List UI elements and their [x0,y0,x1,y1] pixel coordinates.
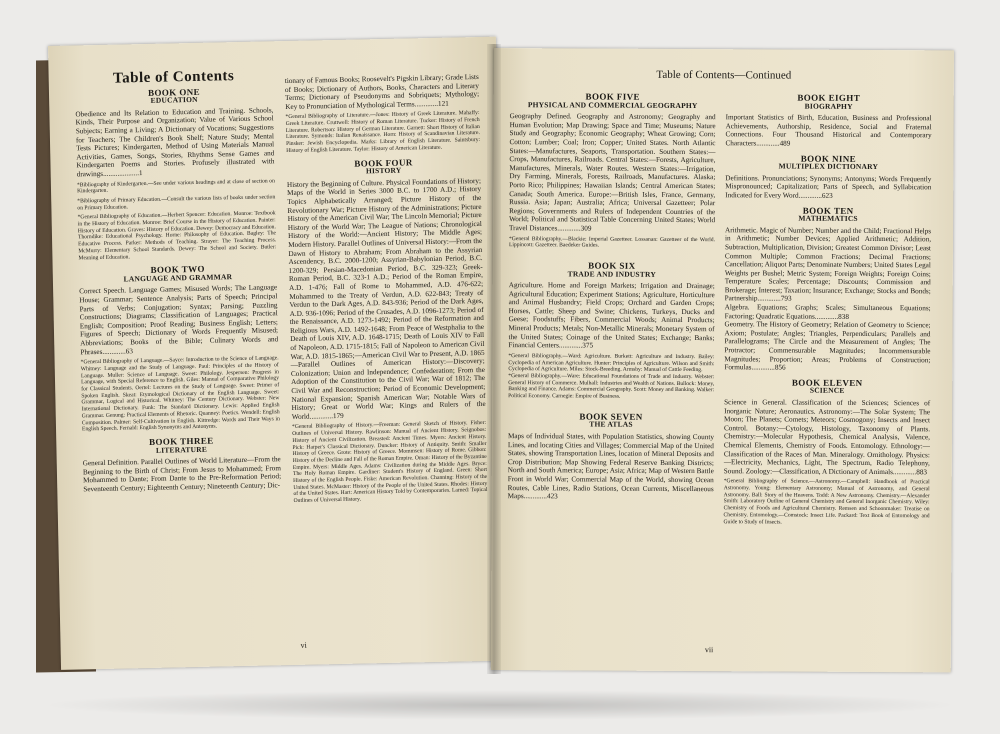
bibliography-note: *Bibliography of Primary Education.—Consult the various lists of books under section on Primary Education. [77,194,276,212]
book-heading: BOOK SIX [588,260,636,271]
book-heading: BOOK ELEVEN [791,377,863,388]
book-contents: General Definition. Parallel Outlines of World Literature—From the Beginning to the Birth of Christ; From Jesus to Mohammed; From Mohammed to Dante; From Dante to the Pre-Reformation Period; Seventeenth Century; Eighteenth Century; Nineteenth Century; Dic- [82,455,282,494]
book-contents-continued: tionary of Famous Books; Roosevelt's Pigskin Library; Grade Lists of Books; Dictionary of Authors, Books, Characters and Literary Terms; Dictionary of Pseudonyms and Sobriquets; Mythology; Key to Pronunciation of Mythological Terms.............121 [284,72,480,111]
book-seven-section [508,412,714,502]
book-heading: BOOK TWO [150,264,205,276]
book-eight-section [725,93,931,149]
book-subject: EDUCATION [150,95,198,106]
book-nine-section [725,154,931,201]
book-subject: LITERATURE [155,444,208,455]
book-one-section [75,86,277,262]
left-column-1 [75,68,282,497]
left-page [48,37,509,670]
book-contents: History the Beginning of Culture. Physical Foundations of History; Maps of the World in Series 3000 B.C. to 1700 A.D.; History Topics Alphabetically Arranged; Picture History of the Revolutionary War; Picture History of the Administrations; Picture History of the American Civil War; The Lincoln Memorial; Picture History of the World War; The League of Nations; Chronological History of the World:—Ancient History; The Middle Ages; Modern History. Parallel Outlines of Universal History:—From the Dawn of History to Abraham; From Abraham to the Assyrian Ascendency, B.C. 2000-1200; Assyrian-Babylonian Period, B.C. 1200-329; Persian-Macedonian Period, B.C. 329-323; Greek-Roman Period, B.C. 323-1 A.D.; Period of the Roman Empire, A.D. 1-476; Fall of Rome to Mohammed, A.D. 476-622; Mohammed to the Treaty of Verdun, A.D. 622-843; Treaty of Verdun to the Dark Ages, A.D. 843-936; Period of the Dark Ages, A.D. 936-1096; Period of the Crusades, A.D. 1096-1273; Period of the Renaissance, A.D. 1273-1492; Period of the Reformation and Religious Wars, A.D. 1492-1648; From Peace of Westphalia to the Death of Louis XIV, A.D. 1648-1715; Death of Louis XIV to Fall of Napoleon, A.D. 1715-1815; Fall of Napoleon to American Civil War, A.D. 1815-1865;—American Civil War to Present, A.D. 1865—Parallel Outlines of American History:—Discovery; Colonization; Union and Independence; Confederation; From the Adoption of the Constitution to the Civil War; War of 1812; The Civil War and Reconstruction; Period of Economic Development; National Expansion; Spanish American War; Notable Wars of History; Great or World War; Kings and Rulers of the World.............179 [286,176,486,421]
book-contents: Arithmetic. Magic of Number; Number and the Child; Fractional Helps in Arithmetic; Number Devices; Applied Arithmetic; Addition, Subtraction, Multiplication, Division; Greatest Common Divisor; Least Common Multiple; Common Fractions; Decimal Fractions; Cancellation; Aliquot Parts; Denominate Numbers; United States Legal Weights per Bushel; Metric System; Foreign Weights; Foreign Coins; Temperature Scales; Percentage; Discounts; Commission and Brokerage; Interest; Taxation; Insurance; Exchange; Stocks and Bonds; Partnership.............793 Algebra. Equations; Graphs; Scales; Simultaneous Equations; Factoring; Quadratic Equations.............838 Geometry. The History of Geometry; Relation of Geometry to Science; Axiom; Postulate; Angles; Triangles, Perpendiculars; Parallels and Parallelograms; The Circle and the Measurement of Angles; The Protractor; Commensurable Magnitudes; Incommensurable Magnitudes; Proportion; Areas; Problems of Construction; Formulas.............856 [724,225,932,372]
book-contents: Correct Speech. Language Games; Misused Words; The Language House; Grammar; Sentence Analysis; Parts of Speech; Principal Parts of Verbs; Conjugation; Syntax; Parsing; Puzzling Constructions; Diagrams; Classification of Languages; Practical English; Composition; Proof Reading; Business English; Letters; Figures of Speech; Dictionary of Words Frequently Misused; Abbreviations; Books of the Bible; Culinary Words and Phrases.............63 [79,283,279,356]
book-gutter [487,44,501,674]
book-heading: BOOK SEVEN [579,411,643,422]
book-contents: Obedience and Its Relation to Education and Training. Schools, Kinds, Their Purpose and Organization; Value of Various School Subjects; Earning a Living; A Dictionary of Vocations; Suggestions for Teachers; The Children's Book Shelf; Nature Study; Mental Tests Pictures; Kindergarten, Method of Using Materials Manual Activities, Games, Songs, Stories, Rhythms Sense Games and Kindergarten Poems and Stories. Profusely illustrated with drawings....................1 [75,106,275,179]
book-contents: Important Statistics of Birth, Education, Business and Professional Achievements, Authorship, Residence, Social and Fraternal Connections. Four Thousand Historical and Contemporary Characters.............489 [725,113,932,148]
page-title: Table of Contents—Continued [656,68,792,82]
book-heading: BOOK FIVE [585,91,640,102]
book-three-section [82,435,281,494]
bibliography-note: *General Bibliography of History.—Freeman: General Sketch of History. Fisher: Outlines of Universal History. Rawlinson: Manual of Ancient History. Seignobos: History of Ancient Civilization. Breasted: Ancient Times. Myers: Ancient History. Pick: Harper's Classical Dictionary. Duncker: History of Antiquity. Smith: Smaller History of Greece. Grote: History of Greece. Mommsen: History of Rome. Gibbon: History of the Decline and Fall of the Roman Empire. Oman: History of the Byzantine Empire. Myers: Middle Ages. Adams: Civilization during the Middle Ages. Bryce: The Holy Roman Empire. Gardiner: Student's History of England. Green: Short History of the English People. Fiske: American Revolution. Channing: History of the United States. McMaster: History of the People of the United States. Rhodes: History of the United States. Hart: American History Told by Contemporaries. Larned: Topical Outlines of Universal History. [291,420,488,505]
bibliography-note: *Bibliography of Kindergarten.—See under various headings and at close of section on Kindergarten. [76,177,275,195]
bibliography-note: *General Bibliography of Language.—Sayce: Introduction to the Science of Language. Whitney: Language and the Study of Language. Paul: Principles of the History of Language. Muller: Science of Language. Sweet: Philology. Jespersen: Progress in Language, with Special Reference to English. Giles: Manual of Comparative Philology for Classical Students. Oertel: Lectures on the Study of Language. Sweet: Primer of Spoken English. Skeat: Etymological Dictionary of the English Language. Sweet: Grammar, Logical and Historical. Whitney: The Century Dictionary. Webster: New International Dictionary. Funk: The Standard Dictionary. Lewis: Applied English Grammar. Genung: Practical Elements of Rhetoric. Quanney: Poetics. Wendell: English Composition. Palmer: Self-Cultivation in English. Kittredge: Words and Their Ways in English Speech. Fernald: English Synonyms and Antonyms. [80,355,280,433]
book-two-section [79,264,280,434]
book-subject: BIOGRAPHY [804,101,853,111]
book-heading: BOOK NINE [800,153,857,164]
book-subject: THE ATLAS [589,419,633,430]
book-subject: MATHEMATICS [798,213,858,224]
bibliography-note: *General Bibliography.—Ward: Agriculture. Burkett: Agriculture and Industry. Bailey: Cyclopedia of American Agriculture. Hunter: Principles of Agriculture. Wilson and Smith: Cyclopedia of Agriculture. Miles: Stock-Breeding. Armsby: Manual of Cattle Feeding. *General Bibliography.—Ware: Educational Foundations of Trade and Industry. Webster: General History of Commerce. Mulhall: Industries and Wealth of Nations. Bullock: Money, Banking and Finance. Adams: Commercial Geography. Scott: Money and Banking. Walker: Political Economy. Carnegie: Empire of Business. [508,352,715,400]
book-heading: BOOK FOUR [354,156,413,169]
book-subject: LANGUAGE AND GRAMMAR [123,272,233,284]
book-subject: TRADE AND INDUSTRY [567,268,657,279]
page-title: Table of Contents [112,68,235,87]
right-page [491,48,954,672]
book-contents: Agriculture. Home and Foreign Markets; Irrigation and Drainage; Agricultural Education; Experiment Stations; Agriculture, Horticulture and Animal Husbandry; Field Crops; Orchard and Garden Crops; Horses, Cattle; Sheep and Swine; Chickens, Turkeys, Ducks and Geese; Foodstuffs; Fibers, Commercial Woods; Animal Products; Mineral Products; Metals; Non-Metallic Minerals; Monetary System of the United States; Coinage of the United States; Exchange; Banks; Financial Centers.............375 [508,281,715,350]
bibliography-note: *General Bibliography of Literature.—Jones: History of Greek Literature. Mahaffy: Greek Literature. Cruttwell: History of Roman Literature. Tucker: History of French Literature. Robertson: History of German Literature. Garnett: Short History of Italian Literature. Symonds: Italian Renaissance. Horn: History of Scandinavian Literature. Pinsker: Jewish Encyclopedia. Marks: Library of English Literature. Saintsbury: History of English Literature. Taylor: History of American Literature. [285,110,481,154]
book-contents: Maps of Individual States, with Population Statistics, showing County Lines, and locating Cities and Villages; Commercial Map of the United States, showing Transportation Lines, location of Mineral Deposits and Crop Distribution; Map Showing Federal Reserve Banking Districts; North and South America; Europe; Asia; Africa; Map of Western Battle Front in World War; Commercial Map of the World, showing Ocean Routes, Cable Lines, Radio Stations, Ocean Currents, Miscellaneous Maps.............423 [507,432,714,501]
right-column-1 [508,86,716,505]
bibliography-note: *General Bibliography of Science.—Astronomy.—Campbell: Handbook of Practical Astronomy. Young: Elementary Astronomy; Manual of Astronomy, and General Astronomy. Ball: Story of the Heavens. Todd: A New Astronomy. Chemistry.—Alexander Smith: Laboratory Outline of General Chemistry and General Inorganic Chemistry. Wiley: Chemistry of Foods and Agricultural Chemistry. Remsen and Schoonmaker: Treatise on Chemistry. Entomology.—Comstock: Insect Life. Packard: Text Book of Entomology and Guide to Study of Insects. [723,478,930,526]
book-subject: SCIENCE [809,386,845,396]
page-number: vii [704,645,714,655]
book-heading: BOOK TEN [802,205,854,216]
book-subject: PHYSICAL AND COMMERCIAL GEOGRAPHY [527,99,698,110]
bibliography-note: *General Bibliography of Education.—Herbert Spencer: Education. Monroe: Textbook in the History of Education. Monroe: Brief Course in the History of Education. Painter: History of Education. Graves: History of Education. Dewey: Democracy and Education. Thorndike: Educational Psychology. Horne: Philosophy of Education. Bagley: The Educative Process. Parker: Methods of Teaching. Strayer: The Teaching Process. McMurry: Elementary School Standards. Dewey: The School and Society. Butler: Meaning of Education. [77,210,277,261]
book-subject: HISTORY [365,165,402,176]
book-four-section [286,157,487,505]
book-heading: BOOK ONE [147,86,201,98]
bibliography-note: *General Bibliography.—Blackie: Imperial Gazetteer. Lossanan: Gazetteer of the World. Lippincott: Gazetteer. Baedeker Guides. [508,235,716,249]
book-contents: Definitions. Pronunciations; Synonyms; Antonyms; Words Frequently Mispronounced; Capitalization; Parts of Speech, and Syllabication Indicated for Every Word.............623 [725,173,932,200]
book-eleven-section [724,378,931,527]
book-heading: BOOK THREE [148,435,214,447]
book-five-section [509,92,716,250]
book-ten-section [724,206,931,373]
book-shadow [40,690,960,720]
left-column-2 [285,73,488,508]
book-six-section [508,261,715,401]
book-contents: Geography Defined. Geography and Astronomy; Geography and Human Evolution; Map Drawing; Space and Time; Museums; Nature Study and Geography; Economic Geography; Wheat Growing; Corn; Cotton; Lumber; Coal; Iron; Copper; United States. North Atlantic States:—Manufactures, Seaports, Transportation. Southern States:—Crops, Manufactures, Railroads. Central States:—Forests, Agriculture, Manufactures, Minerals, Water Routes. Western States:—Irrigation, Dry Farming, Minerals, Forests, Railroads, Manufactures. Alaska; Porto Rico; Philippines; Hawaiian Islands; Central American States; Canada; South America. Europe:—British Isles, France, Germany, Russia. Asia; Japan; Australia; Africa; Universal Gazetteer; Polar Regions; Governments and Rulers of Independent Countries of the World; Political and Statistical Table Concerning United States; World Travel Distances.............309 [509,112,716,233]
book-subject: MULTIPLEX DICTIONARY [778,161,879,172]
right-column-2 [723,87,931,529]
book-heading: BOOK EIGHT [797,92,861,103]
book-contents: Science in General. Classification of the Sciences; Sciences of Inorganic Nature; Aeronautics. Astronomy:—The Solar System; The Moon; The Planets; Comets; Meteors; Cosmogony; Insects and Insect Control. Botany:—Cytology, Histology, Taxonomy of Plants. Chemistry:—Molecular Hypothesis, Chemical Analysis, Valence, Chemical Elements, Chemistry of Foods. Entomology. Ethnology:—Classification of the Races of Man. Mineralogy. Ornithology. Physics:—Electricity, Mechanics, Light, The Spectrum, Radio Telephony, Sound. Zoology:—Classification, A Dictionary of Animals.............883 [723,398,931,477]
page-number: vi [300,640,307,650]
